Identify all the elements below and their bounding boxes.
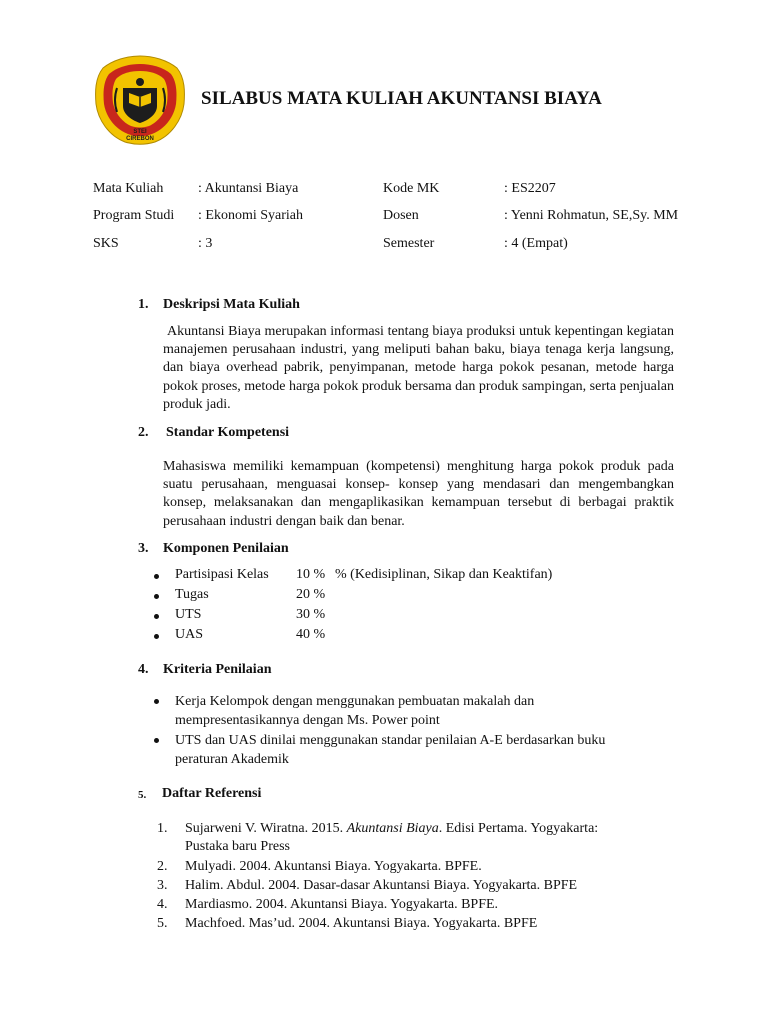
logo-text-bottom: CIREBON	[126, 136, 154, 142]
section-3-heading: Komponen Penilaian	[163, 541, 289, 556]
referensi-text	[185, 819, 598, 838]
referensi-title-italic: Akuntansi Biaya	[346, 821, 439, 836]
label-kode-mk: Kode MK	[383, 181, 440, 196]
referensi-text: Halim. Abdul. 2004. Dasar-dasar Akuntansi Biaya. Yogyakarta. BPFE	[185, 878, 578, 893]
bullet-dot	[154, 574, 159, 579]
label-dosen: Dosen	[383, 208, 419, 223]
komponen-percent: 20 %	[296, 587, 326, 602]
label-semester: Semester	[383, 236, 435, 251]
bullet-dot	[154, 594, 159, 599]
bullet-dot	[154, 614, 159, 619]
referensi-number: 5.	[157, 916, 168, 931]
value-semester: : 4 (Empat)	[504, 236, 568, 251]
label-program-studi: Program Studi	[93, 208, 175, 223]
value-kode-mk: : ES2207	[504, 181, 556, 196]
referensi-text: Mardiasmo. 2004. Akuntansi Biaya. Yogyakarta. BPFE.	[185, 897, 499, 912]
komponen-percent: 40 %	[296, 627, 326, 642]
section-1-number: 1.	[138, 297, 149, 312]
komponen-note: % (Kedisiplinan, Sikap dan Keaktifan)	[335, 567, 553, 582]
stei-cirebon-logo	[93, 54, 187, 146]
referensi-text-before: Sujarweni V. Wiratna. 2015.	[185, 821, 347, 836]
document-title: SILABUS MATA KULIAH AKUNTANSI BIAYA	[201, 88, 602, 109]
kriteria-line-1: Kerja Kelompok dengan menggunakan pembuatan makalah dan	[175, 694, 535, 709]
komponen-percent: 10 %	[296, 567, 326, 582]
section-3-number: 3.	[138, 541, 149, 556]
referensi-number: 4.	[157, 897, 168, 912]
logo-text-top: STEI	[133, 129, 147, 135]
referensi-text-after: . Edisi Pertama. Yogyakarta:	[438, 821, 599, 836]
section-2-number: 2.	[138, 425, 149, 440]
kriteria-line-2: mempresentasikannya dengan Ms. Power point	[175, 713, 440, 728]
kriteria-line-2: peraturan Akademik	[175, 752, 289, 767]
label-sks: SKS	[93, 236, 119, 251]
referensi-number: 3.	[157, 878, 168, 893]
referensi-text-line-2: Pustaka baru Press	[185, 839, 290, 854]
bullet-dot	[154, 699, 159, 704]
value-mata-kuliah: : Akuntansi Biaya	[198, 181, 299, 196]
section-1-text: Akuntansi Biaya merupakan informasi tentang biaya produksi untuk kepentingan kegiatan manajemen perusahaan industri, yang meliputi bahan baku, biaya tenaga kerja langsung, dan biaya overhead pabrik, penyimpanan, metode harga pokok pesanan, metode harga pokok proses, metode harga pokok produk bersama dan produk sampingan, serta penjualan produk jadi.	[163, 324, 674, 412]
komponen-name: UAS	[175, 627, 204, 642]
referensi-number: 2.	[157, 859, 168, 874]
section-2-heading: Standar Kompetensi	[166, 425, 290, 440]
bullet-dot	[154, 738, 159, 743]
kriteria-line-1: UTS dan UAS dinilai menggunakan standar penilaian A-E berdasarkan buku	[175, 733, 606, 748]
referensi-text: Machfoed. Mas’ud. 2004. Akuntansi Biaya. Yogyakarta. BPFE	[185, 916, 538, 931]
referensi-text: Mulyadi. 2004. Akuntansi Biaya. Yogyakarta. BPFE.	[185, 859, 482, 874]
section-5-number: 5.	[138, 789, 147, 801]
referensi-number: 1.	[157, 821, 168, 836]
komponen-name: UTS	[175, 607, 202, 622]
komponen-percent: 30 %	[296, 607, 326, 622]
section-5-heading: Daftar Referensi	[162, 786, 262, 801]
value-sks: : 3	[198, 236, 213, 251]
bullet-dot	[154, 634, 159, 639]
section-4-number: 4.	[138, 662, 149, 677]
komponen-name: Partisipasi Kelas	[175, 567, 269, 582]
label-mata-kuliah: Mata Kuliah	[93, 181, 164, 196]
komponen-name: Tugas	[175, 587, 209, 602]
section-2-text: Mahasiswa memiliki kemampuan (kompetensi) menghitung harga pokok produk pada suatu perusahaan, menguasai konsep- konsep yang mendasari dan mengembangkan konsep, melaksanakan dan mengaplikasikan kemampuan tersebut di berbagai praktik perusahaan industri dengan baik dan benar.	[163, 459, 674, 529]
section-1-heading: Deskripsi Mata Kuliah	[163, 297, 300, 312]
section-4-heading: Kriteria Penilaian	[163, 662, 272, 677]
value-program-studi: : Ekonomi Syariah	[198, 208, 303, 223]
value-dosen: : Yenni Rohmatun, SE,Sy. MM	[504, 208, 679, 223]
